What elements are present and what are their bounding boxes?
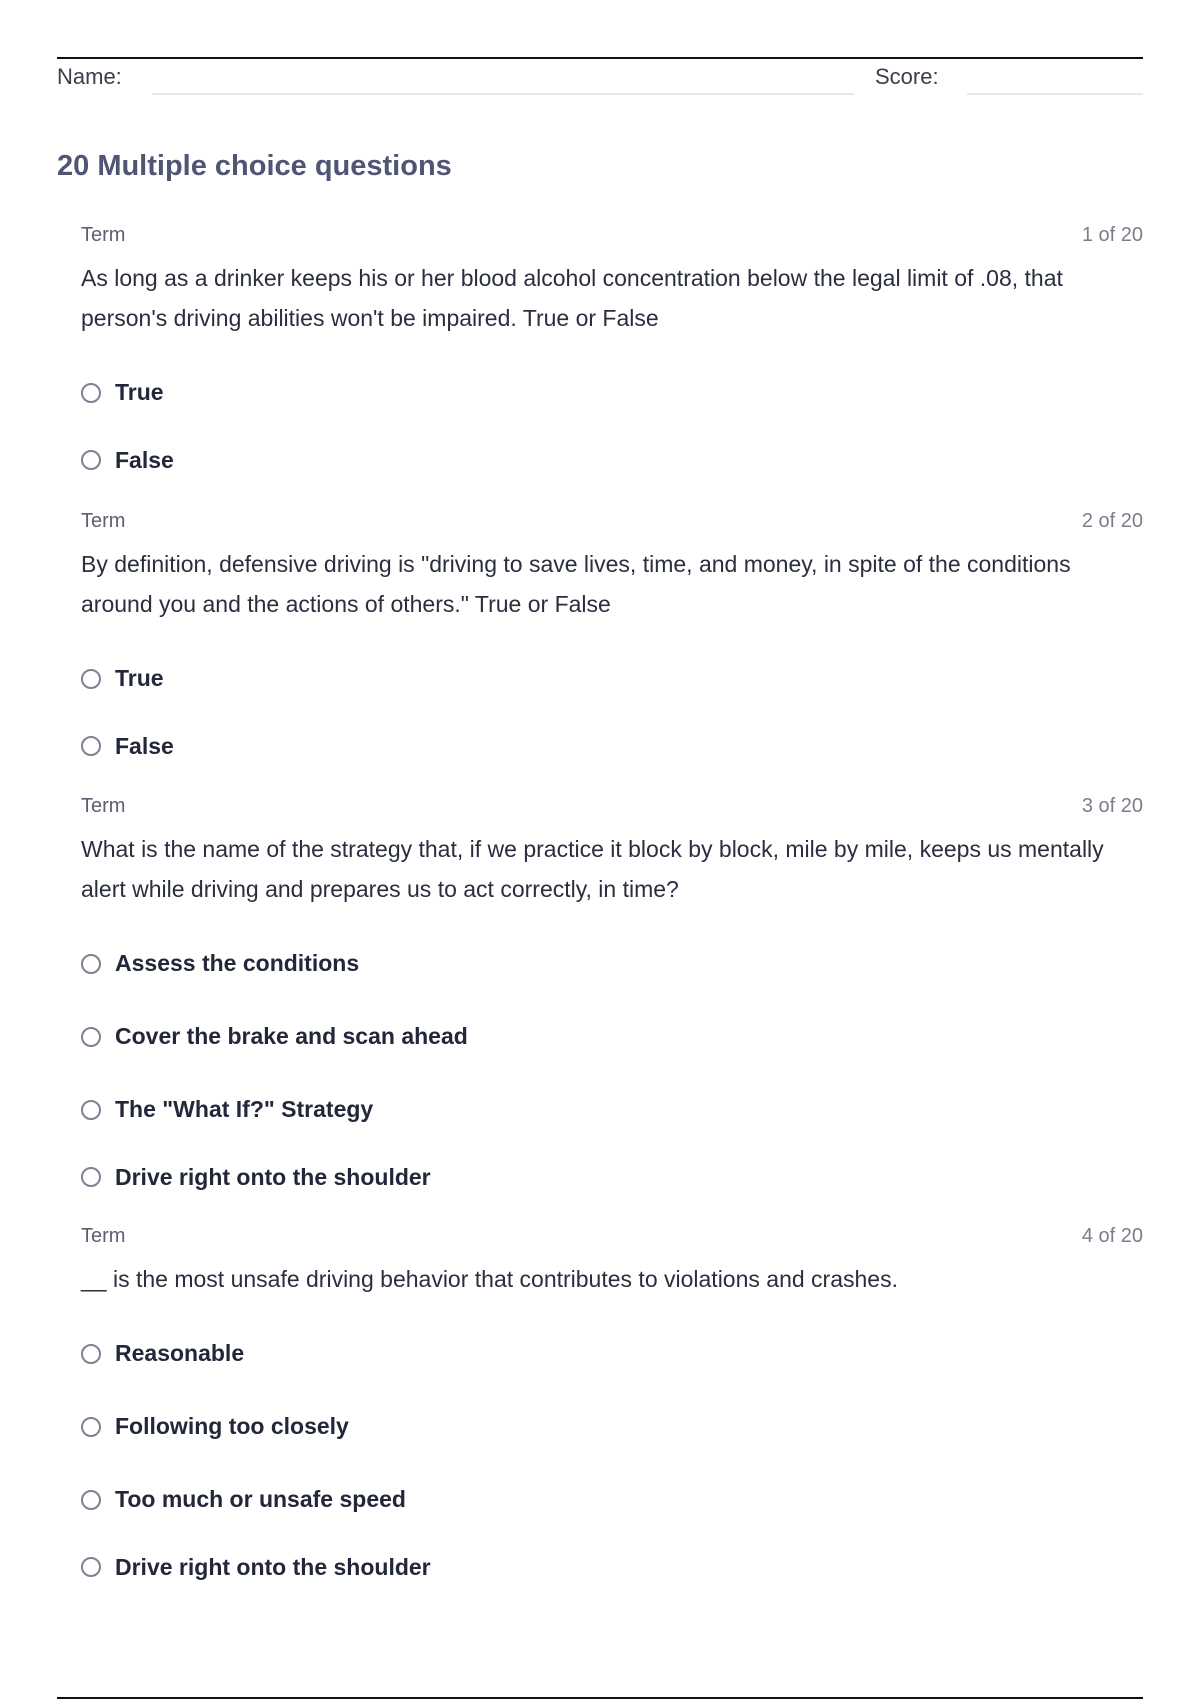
- name-field-line[interactable]: [152, 93, 854, 95]
- top-rule: [57, 57, 1143, 59]
- question-text: As long as a drinker keeps his or her blood alcohol concentration below the legal limit of .08, that person's driving abilities won't be impaired. True or False: [81, 265, 1063, 331]
- score-label: Score:: [875, 64, 939, 89]
- answer-options: [81, 1317, 1143, 1598]
- radio-button-icon[interactable]: [81, 1344, 101, 1364]
- term-label: Term: [81, 795, 126, 817]
- answer-option[interactable]: [81, 1073, 1143, 1146]
- radio-button-icon[interactable]: [81, 736, 101, 756]
- answer-option[interactable]: [81, 927, 1143, 1000]
- answer-option-label: False: [115, 446, 174, 473]
- answer-option[interactable]: [81, 715, 1143, 777]
- question-counter: 1 of 20: [1081, 224, 1143, 246]
- radio-button-icon[interactable]: [81, 1100, 101, 1120]
- radio-button-icon[interactable]: [81, 1417, 101, 1437]
- radio-button-icon[interactable]: [81, 1490, 101, 1510]
- question-counter: 3 of 20: [1081, 795, 1143, 817]
- radio-button-icon[interactable]: [81, 1557, 101, 1577]
- answer-options: [81, 642, 1143, 777]
- radio-button-icon[interactable]: [81, 450, 101, 470]
- radio-button-icon[interactable]: [81, 1027, 101, 1047]
- question-text: By definition, defensive driving is "driving to save lives, time, and money, in spite of the conditions around you and the actions of others." True or False: [81, 551, 1071, 617]
- question-text: __ is the most unsafe driving behavior that contributes to violations and crashes.: [81, 1266, 898, 1292]
- answer-option-label: Following too closely: [115, 1413, 349, 1439]
- answer-option[interactable]: [81, 1317, 1143, 1390]
- answer-option[interactable]: [81, 356, 1143, 429]
- answer-option[interactable]: [81, 429, 1143, 491]
- answer-option-label: Too much or unsafe speed: [115, 1486, 406, 1512]
- answer-option-label: True: [115, 665, 164, 691]
- radio-button-icon[interactable]: [81, 383, 101, 403]
- answer-option-label: True: [115, 379, 164, 405]
- bottom-rule: [57, 1697, 1143, 1699]
- question-counter: 2 of 20: [1081, 510, 1143, 532]
- term-label: Term: [81, 224, 126, 246]
- question-text: What is the name of the strategy that, if we practice it block by block, mile by mile, keeps us mentally alert while driving and prepares us to act correctly, in time?: [81, 836, 1104, 902]
- question-card: [81, 224, 1143, 510]
- score-field-line[interactable]: [967, 93, 1143, 95]
- radio-button-icon[interactable]: [81, 1167, 101, 1187]
- answer-option[interactable]: [81, 1463, 1143, 1536]
- answer-option[interactable]: [81, 1390, 1143, 1463]
- answer-options: [81, 356, 1143, 491]
- term-label: Term: [81, 510, 126, 532]
- name-label: Name:: [57, 64, 122, 89]
- quiz-page: [57, 0, 1143, 1700]
- answer-option-label: Drive right onto the shoulder: [115, 1553, 431, 1580]
- question-card: [81, 1225, 1143, 1598]
- question-card: [81, 510, 1143, 795]
- answer-option-label: Drive right onto the shoulder: [115, 1163, 431, 1190]
- answer-option-label: The "What If?" Strategy: [115, 1096, 374, 1122]
- answer-option-label: Reasonable: [115, 1340, 245, 1366]
- answer-option[interactable]: [81, 1000, 1143, 1073]
- answer-option[interactable]: [81, 642, 1143, 715]
- term-label: Term: [81, 1225, 126, 1247]
- question-counter: 4 of 20: [1081, 1225, 1143, 1247]
- answer-option-label: Cover the brake and scan ahead: [115, 1023, 468, 1049]
- section-title: 20 Multiple choice questions: [57, 150, 452, 182]
- answer-option[interactable]: [81, 1146, 1143, 1208]
- answer-options: [81, 927, 1143, 1208]
- question-list: [81, 224, 1143, 1598]
- question-card: [81, 795, 1143, 1225]
- radio-button-icon[interactable]: [81, 954, 101, 974]
- radio-button-icon[interactable]: [81, 669, 101, 689]
- answer-option[interactable]: [81, 1536, 1143, 1598]
- answer-option-label: Assess the conditions: [115, 950, 360, 976]
- answer-option-label: False: [115, 732, 174, 759]
- worksheet-header: [57, 62, 1143, 96]
